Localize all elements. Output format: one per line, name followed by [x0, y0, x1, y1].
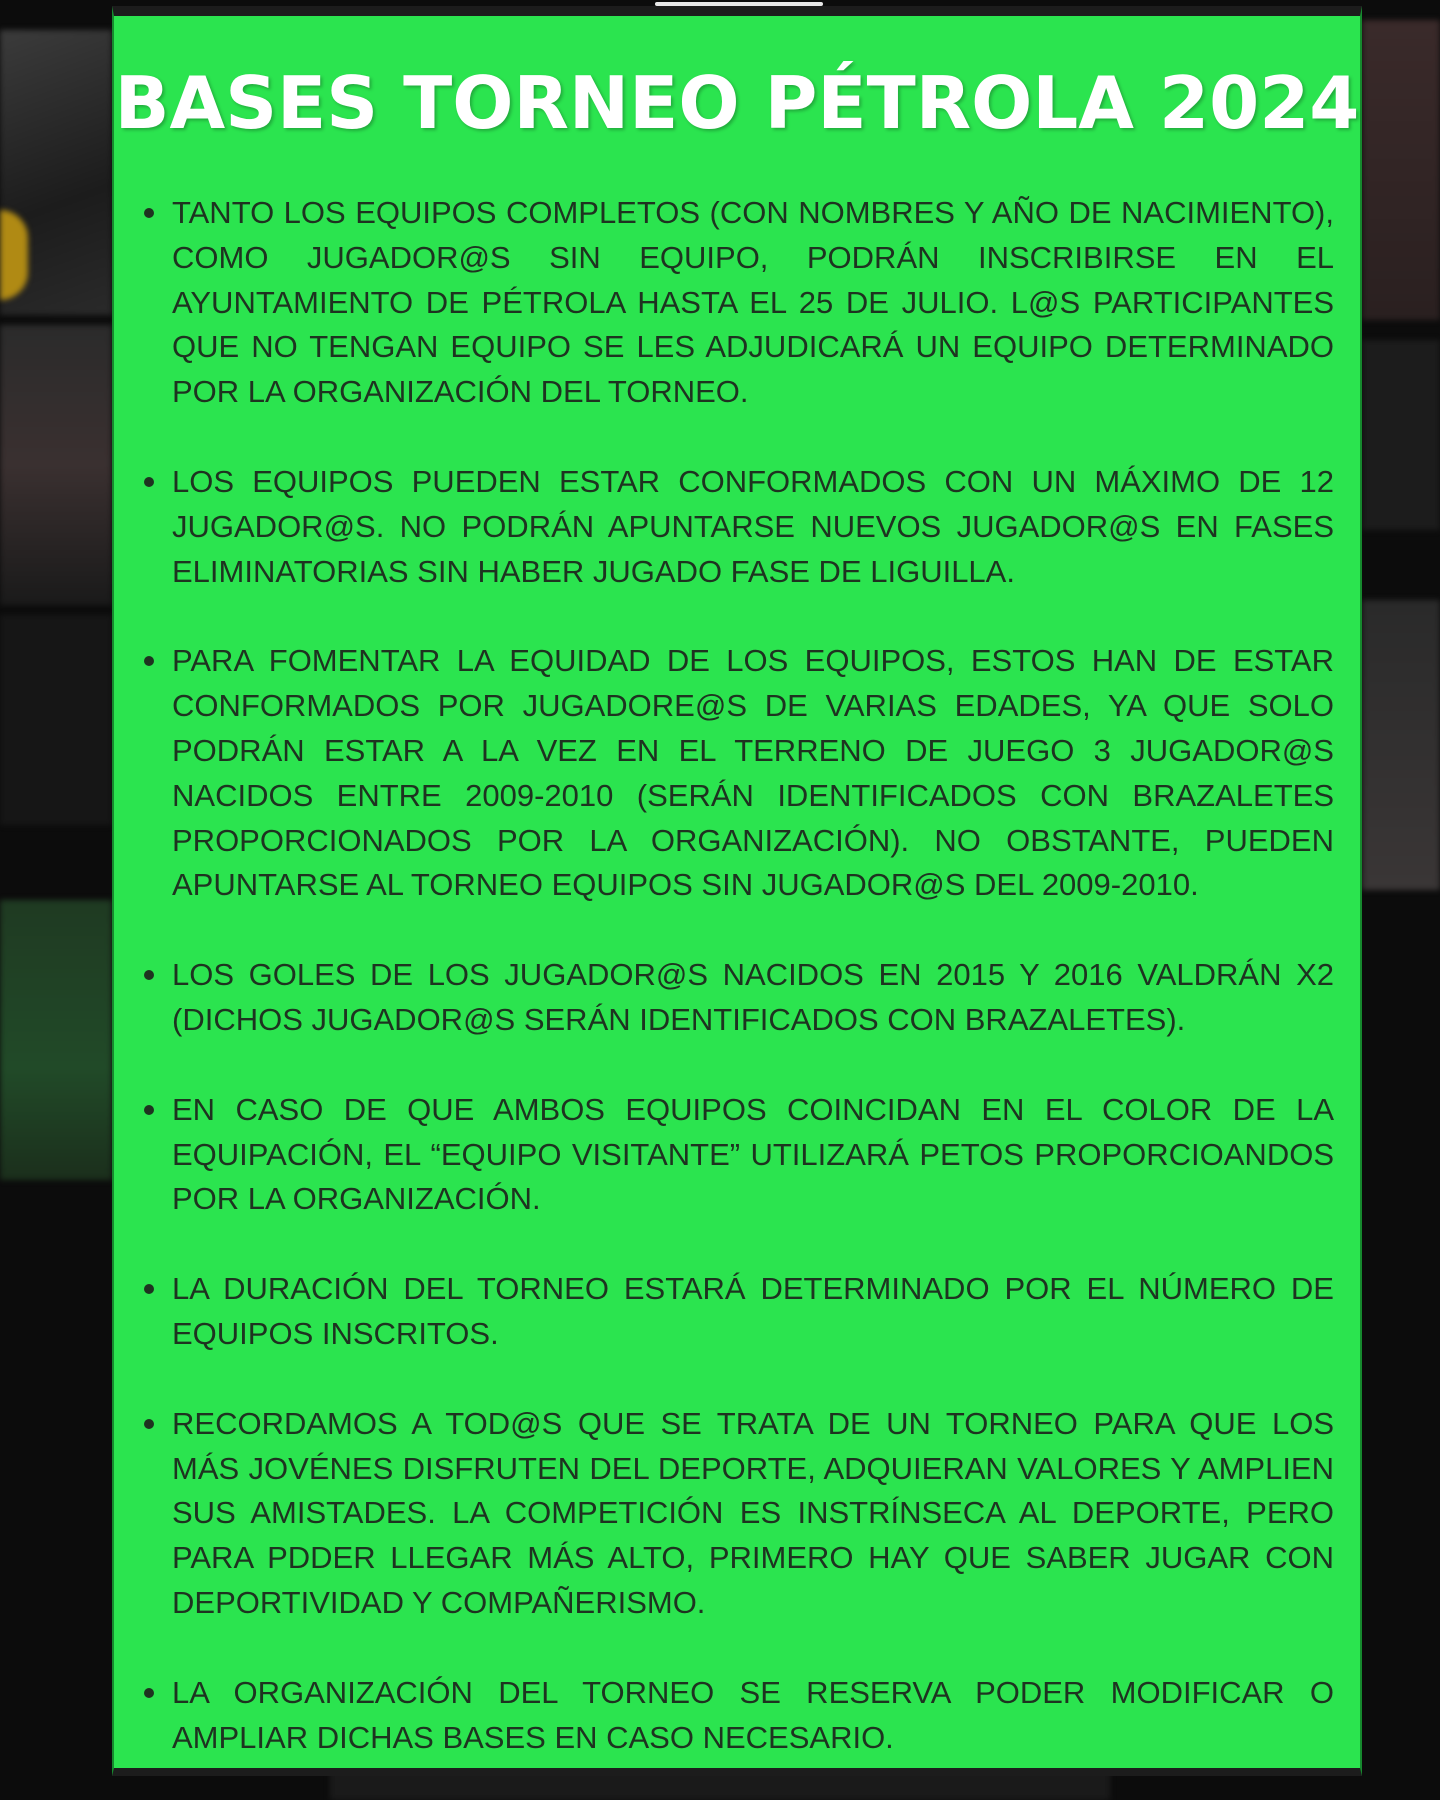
bullet-icon [144, 656, 154, 666]
rule-text: RECORDAMOS A TOD@S QUE SE TRATA DE UN TORNEO PARA QUE LOS MÁS JOVÉNES DISFRUTEN DEL DEPORTE, ADQUIERAN VALORES Y AMPLIEN SUS AMISTADES. LA COMPETICIÓN ES INSTRÍNSECA AL DEPORTE, PERO PARA PDDER LLEGAR MÁS ALTO, PRIMERO HAY QUE SABER JUGAR CON DEPORTIVIDAD Y COMPAÑERISMO. [172, 1405, 1334, 1620]
rules-poster [112, 6, 1362, 1776]
rule-item [144, 1671, 1334, 1761]
bullet-icon [144, 208, 154, 218]
poster-title: BASES TORNEO PÉTROLA 2024 [114, 61, 1360, 145]
rule-text: LA ORGANIZACIÓN DEL TORNEO SE RESERVA PODER MODIFICAR O AMPLIAR DICHAS BASES EN CASO NECESARIO. [172, 1674, 1334, 1755]
rule-item [144, 1402, 1334, 1626]
rule-item [144, 953, 1334, 1043]
rule-item [144, 639, 1334, 908]
background-thumbnail [0, 325, 112, 605]
bullet-icon [144, 1688, 154, 1698]
background-thumbnail [1362, 600, 1440, 890]
rule-text: TANTO LOS EQUIPOS COMPLETOS (CON NOMBRES Y AÑO DE NACIMIENTO), COMO JUGADOR@S SIN EQUIPO, PODRÁN INSCRIBIRSE EN EL AYUNTAMIENTO DE PÉTROLA HASTA EL 25 DE JULIO. L@S PARTICIPANTES QUE NO TENGAN EQUIPO SE LES ADJUDICARÁ UN EQUIPO DETERMINADO POR LA ORGANIZACIÓN DEL TORNEO. [172, 195, 1334, 410]
rule-text: LOS GOLES DE LOS JUGADOR@S NACIDOS EN 2015 Y 2016 VALDRÁN X2 (DICHOS JUGADOR@S SERÁN IDENTIFICADOS CON BRAZALETES). [172, 957, 1334, 1037]
background-thumbnail [1362, 20, 1440, 320]
rule-text: EN CASO DE QUE AMBOS EQUIPOS COINCIDAN EN EL COLOR DE LA EQUIPACIÓN, EL “EQUIPO VISITANTE” UTILIZARÁ PETOS PROPORCIOANDOS POR LA ORGANIZACIÓN. [172, 1091, 1334, 1217]
bullet-icon [144, 970, 154, 980]
bullet-icon [144, 1105, 154, 1115]
background-thumbnail [1362, 340, 1440, 530]
rule-item [144, 1088, 1334, 1222]
bullet-icon [144, 1419, 154, 1429]
background-thumbnail [0, 900, 112, 1180]
rule-item [144, 191, 1334, 415]
bullet-icon [144, 1284, 154, 1294]
background-thumbnail-accent [0, 210, 28, 300]
rule-text: LOS EQUIPOS PUEDEN ESTAR CONFORMADOS CON UN MÁXIMO DE 12 JUGADOR@S. NO PODRÁN APUNTARSE NUEVOS JUGADOR@S EN FASES ELIMINATORIAS SIN HABER JUGADO FASE DE LIGUILLA. [172, 463, 1334, 589]
rule-item [144, 460, 1334, 594]
rule-text: PARA FOMENTAR LA EQUIDAD DE LOS EQUIPOS, ESTOS HAN DE ESTAR CONFORMADOS POR JUGADORE@S DE VARIAS EDADES, YA QUE SOLO PODRÁN ESTAR A LA VEZ EN EL TERRENO DE JUEGO 3 JUGADOR@S NACIDOS ENTRE 2009-2010 (SERÁN IDENTIFICADOS CON BRAZALETES PROPORCIONADOS POR LA ORGANIZACIÓN). NO OBSTANTE, PUEDEN APUNTARSE AL TORNEO EQUIPOS SIN JUGADOR@S DEL 2009-2010. [172, 643, 1334, 903]
rules-list [144, 191, 1334, 1800]
rule-item [144, 1267, 1334, 1357]
bullet-icon [144, 477, 154, 487]
rule-text: LA DURACIÓN DEL TORNEO ESTARÁ DETERMINADO POR EL NÚMERO DE EQUIPOS INSCRITOS. [172, 1271, 1334, 1351]
background-thumbnail [0, 615, 112, 825]
